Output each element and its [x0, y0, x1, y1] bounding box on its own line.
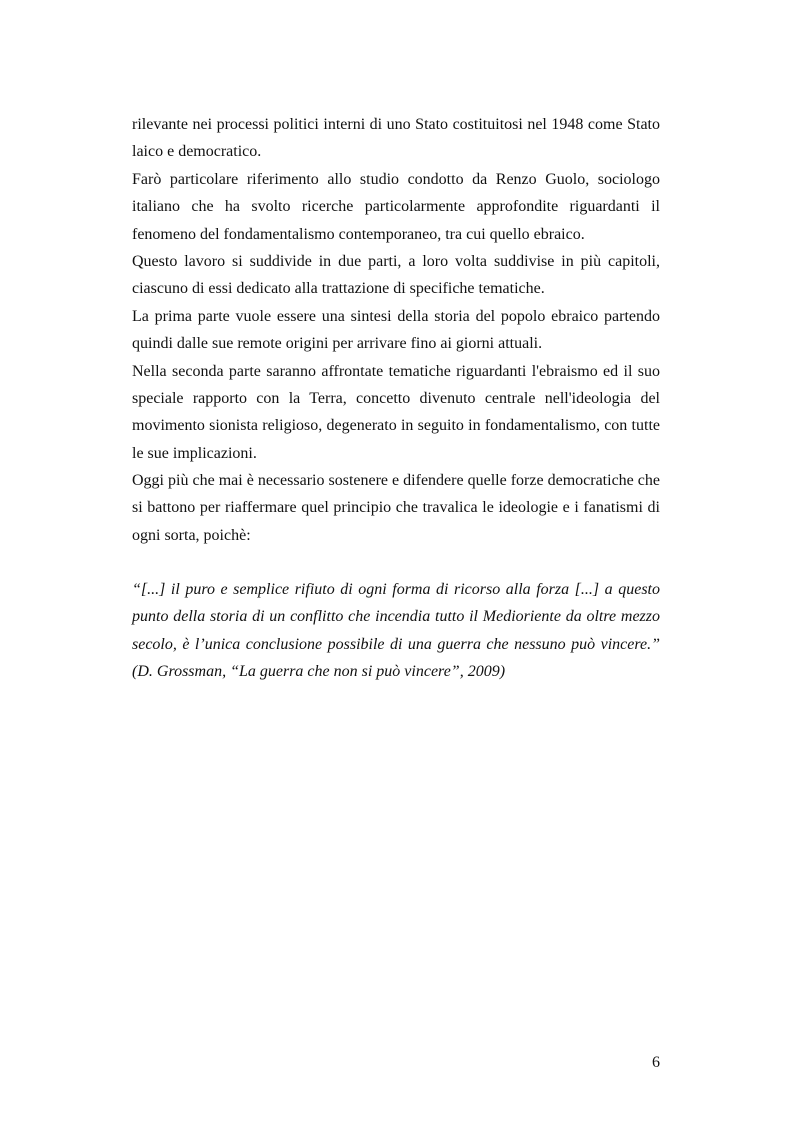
text-line: le sue implicazioni. [132, 444, 257, 462]
text-line: movimento sionista religioso, degenerato in seguito in fondamentalismo, con tutte [132, 417, 660, 435]
text-line: italiano che ha svolto ricerche particolarmente approfondite riguardanti il [132, 198, 660, 216]
text-line: Farò particolare riferimento allo studio condotto da Renzo Guolo, sociologo [132, 170, 660, 188]
text-line: Oggi più che mai è necessario sostenere e difendere quelle forze democratiche che [132, 472, 660, 490]
text-line: quindi dalle sue remote origini per arrivare fino ai giorni attuali. [132, 335, 543, 353]
text-line: rilevante nei processi politici interni di uno Stato costituitosi nel 1948 come Stato [132, 116, 660, 133]
text-line: Nella seconda parte saranno affrontate tematiche riguardanti l'ebraismo ed il suo [132, 362, 660, 380]
text-line: si battono per riaffermare quel principio che travalica le ideologie e i fanatismi di [132, 499, 660, 517]
quote-citation: (D. Grossman, “La guerra che non si può vincere”, 2009) [132, 663, 506, 681]
block-quote [132, 576, 660, 686]
text-line: ogni sorta, poichè: [132, 526, 251, 544]
text-line: fenomeno del fondamentalismo contemporaneo, tra cui quello ebraico. [132, 225, 585, 243]
page-number: 6 [652, 1054, 660, 1071]
body-text [132, 111, 660, 549]
quote-line: secolo, è l’unica conclusione possibile di una guerra che nessuno può vincere.” [132, 635, 660, 653]
quote-line: punto della storia di un conflitto che incendia tutto il Medioriente da oltre mezzo [132, 608, 660, 626]
quote-line: “[...] il puro e semplice rifiuto di ogni forma di ricorso alla forza [...] a questo [132, 581, 660, 598]
text-line: laico e democratico. [132, 143, 262, 161]
text-line: Questo lavoro si suddivide in due parti, a loro volta suddivise in più capitoli, [132, 252, 660, 270]
text-line: ciascuno di essi dedicato alla trattazione di specifiche tematiche. [132, 280, 545, 298]
text-line: La prima parte vuole essere una sintesi della storia del popolo ebraico partendo [132, 307, 660, 325]
text-line: speciale rapporto con la Terra, concetto divenuto centrale nell'ideologia del [132, 389, 660, 407]
